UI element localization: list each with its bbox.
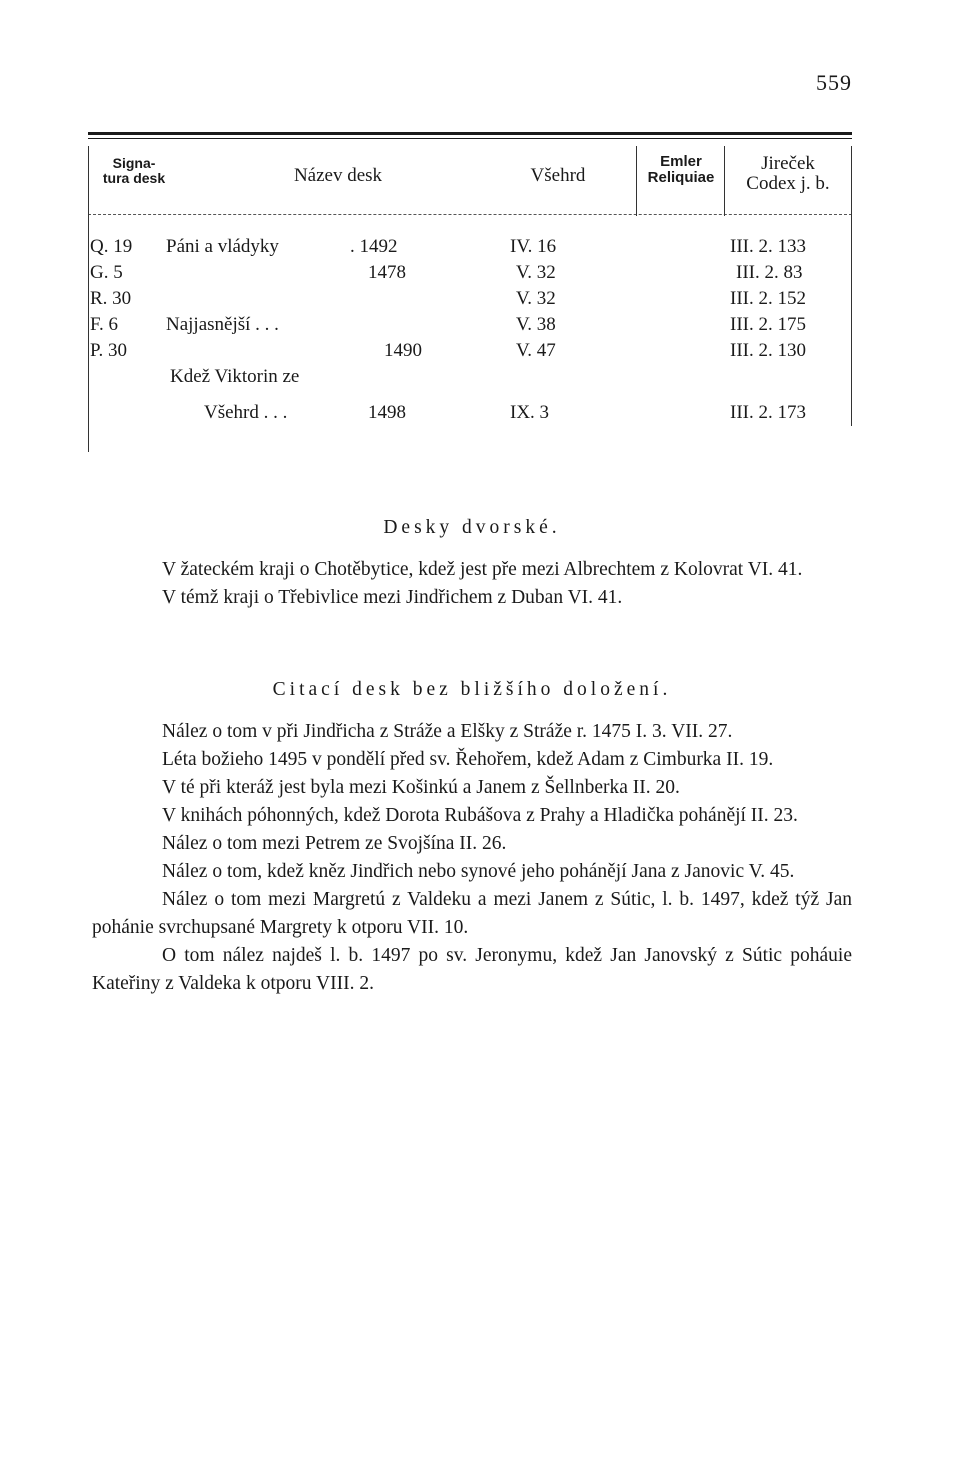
paragraph: Nález o tom mezi Margretú z Valdeku a mezi Janem z Sútic, l. b. 1497, kdež týž Jan pohánie svrchupsané Margrety k otporu VII. 10. [92, 889, 852, 938]
header-jirecek: Jireček Codex j. b. [746, 153, 830, 194]
paragraph: Léta božieho 1495 v pondělí před sv. Řehořem, kdež Adam z Cimburka II. 19. [162, 749, 774, 770]
paragraph: V knihách póhonných, kdež Dorota Rubášova z Prahy a Hladička pohánějí II. 23. [162, 805, 798, 826]
table-right-border [851, 146, 852, 426]
column-divider-emler-right [724, 146, 725, 216]
paragraph: V té při kteráž jest byla mezi Košinkú a Janem z Šellnberka II. 20. [162, 777, 680, 798]
header-signatura: Signa- tura desk [102, 155, 166, 186]
header-vsehrd: Všehrd [530, 165, 586, 186]
paragraph: O tom nález najdeš l. b. 1497 po sv. Jeronymu, kdež Jan Janovský z Sútic poháuie Kateřiny z Valdeka k otporu VIII. 2. [92, 945, 852, 994]
header-nazev: Název desk [293, 165, 383, 186]
section-citaci-desk [92, 676, 852, 998]
table-header-rule [88, 214, 852, 215]
table-top-rule [88, 132, 852, 135]
section-heading: Desky dvorské. [383, 517, 561, 538]
paragraph: Nález o tom, kdež kněz Jindřich nebo synové jeho pohánějí Jana z Janovic V. 45. [162, 861, 795, 882]
table-left-border [88, 146, 89, 452]
column-divider-emler-left [636, 146, 637, 216]
header-emler: Emler Reliquiae [647, 153, 715, 186]
section-desky-dvorske [92, 514, 852, 612]
section-heading: Citací desk bez bližšího doložení. [272, 679, 672, 700]
table-top-rule-thin [88, 138, 852, 139]
paragraph: V témž kraji o Třebivlice mezi Jindřichem z Duban VI. 41. [162, 587, 623, 608]
page-number: 559 [816, 70, 852, 95]
paragraph: Nález o tom v při Jindřicha z Stráže a Elšky z Stráže r. 1475 I. 3. VII. 27. [162, 721, 733, 742]
signatures-table: Signa- tura desk Název desk Všehrd Emler Reliquiae Jireček Codex j. b. Q. 19 Páni a vládyky . 1492 IV. 16 III. 2. 133 G. 5 1478 V. 32 III. 2. 83 R. 30 V. 32 III. 2. 152 F. 6 Najjasnější . . . V. 38 III. 2. 175 P. 30 1490 V. 47 III. 2. 130 Kdež Viktorin ze Všehrd . . . 1498 IX. 3 III. 2. 173 [88, 132, 852, 452]
paragraph: V žateckém kraji o Chotěbytice, kdež jest pře mezi Albrechtem z Kolovrat VI. 41. [162, 559, 803, 580]
paragraph: Nález o tom mezi Petrem ze Svojšína II. 26. [162, 833, 507, 854]
